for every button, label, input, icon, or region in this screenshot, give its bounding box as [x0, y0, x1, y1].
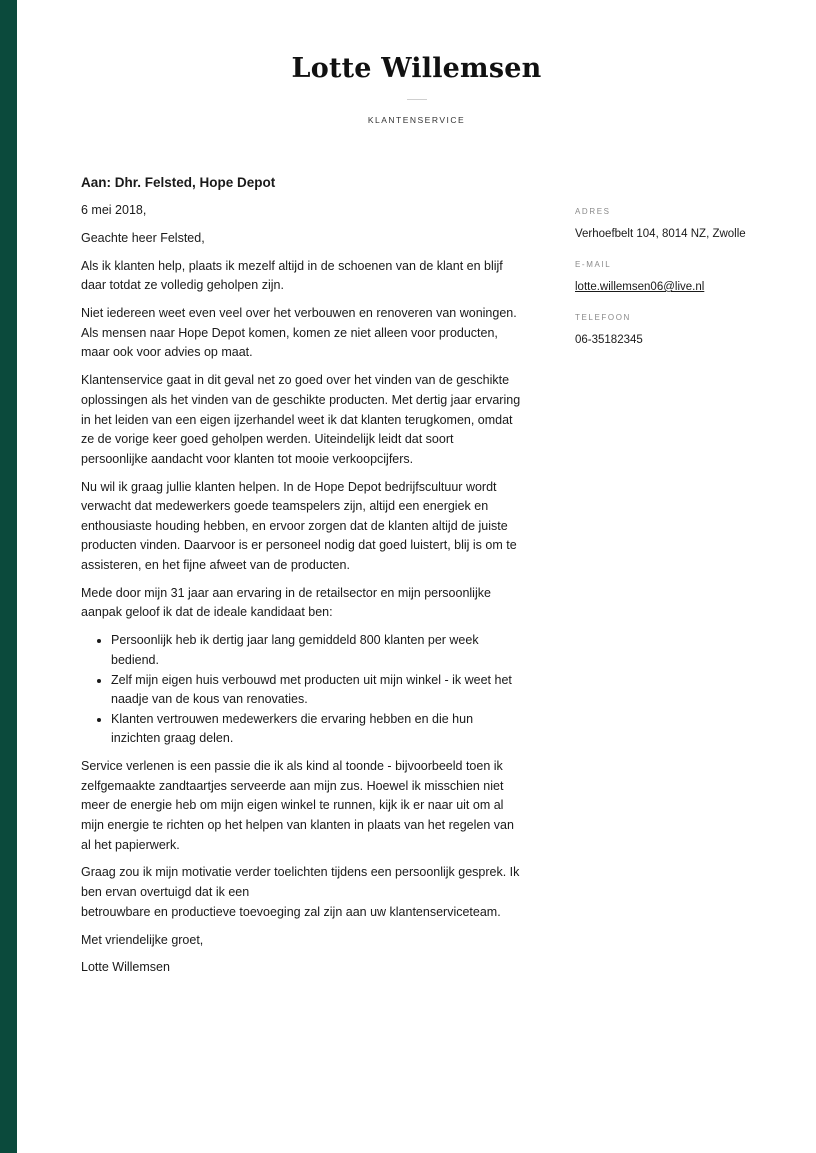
letter-date: 6 mei 2018, [81, 203, 147, 217]
accent-bar [0, 0, 17, 1153]
list-item: • Zelf mijn eigen huis verbouwd met producten uit mijn winkel - ik weet het naadje van de kous van renovaties. [111, 671, 521, 710]
name-divider [407, 99, 427, 100]
phone-value: 06-35182345 [575, 334, 643, 346]
paragraph: Nu wil ik graag jullie klanten helpen. In de Hope Depot bedrijfscultuur wordt verwacht dat medewerkers goede teamspelers zijn, altijd een energiek en enthousiaste houding hebben, en ervoor zorgen dat de klanten altijd de juiste producten vinden. Daarvoor is er personeel nodig dat goed luistert, blij is om te assisteren, en het fijne afweet van de producten. [81, 479, 517, 572]
signature: Lotte Willemsen [81, 960, 170, 975]
paragraph [81, 863, 521, 922]
list-item: • Klanten vertrouwen medewerkers die ervaring hebben en die hun inzichten graag delen. [111, 710, 521, 749]
contact-sidebar [575, 206, 795, 365]
email-link[interactable]: lotte.willemsen06@live.nl [575, 281, 705, 293]
applicant-name: Lotte Willemsen [291, 53, 542, 84]
paragraph: Als ik klanten help, plaats ik mezelf altijd in de schoenen van de klant en blijf daar totdat ze volledig geholpen zijn. [81, 258, 503, 293]
header [17, 52, 816, 126]
job-title: KLANTENSERVICE [367, 115, 466, 125]
paragraph: Mede door mijn 31 jaar aan ervaring in de retailsector en mijn persoonlijke aanpak geloof ik dat de ideale kandidaat ben: [81, 585, 491, 620]
paragraph-text: Graag zou ik mijn motivatie verder toelichten tijdens een persoonlijk gesprek. Ik ben ervan overtuigd dat ik een [81, 865, 520, 900]
paragraph: Service verlenen is een passie die ik als kind al toonde - bijvoorbeeld toen ik zelfgemaakte zandtaartjes serveerde aan mijn zus. Hoewel ik misschien niet meer de energie heb om mijn eigen winkel te runnen, kijk ik er naar uit om al mijn energie te richten op het helpen van klanten in plaats van het regelen van al het papierwerk. [81, 759, 514, 852]
qualifications-list [81, 631, 521, 749]
paragraph: Klantenservice gaat in dit geval net zo goed over het vinden van de geschikte oplossingen als het vinden van de geschikte producten. Met dertig jaar ervaring in het leiden van een eigen ijzerhandel weet ik dat klanten terugkomen, omdat ze de vorige keer goed geholpen werden. Uiteindelijk leidt dat soort persoonlijke aandacht voor klanten tot mooie verkoopcijfers. [81, 373, 521, 466]
phone-label: TELEFOON [575, 313, 631, 322]
paragraph: Niet iedereen weet even veel over het verbouwen en renoveren van woningen. Als mensen naar Hope Depot komen, komen ze niet alleen voor producten, maar ook voor advies op maat. [81, 306, 517, 360]
salutation: Geachte heer Felsted, [81, 230, 205, 245]
recipient: Aan: Dhr. Felsted, Hope Depot [81, 175, 276, 190]
address-value: Verhoefbelt 104, 8014 NZ, Zwolle [575, 228, 746, 240]
sign-off: Met vriendelijke groet, [81, 932, 204, 947]
list-item: • Persoonlijk heb ik dertig jaar lang gemiddeld 800 klanten per week bediend. [111, 631, 521, 670]
email-label: E-MAIL [575, 260, 612, 269]
letter-body [81, 173, 521, 986]
address-label: ADRES [575, 207, 611, 216]
paragraph-continuation: betrouwbare en productieve toevoeging zal zijn aan uw klantenserviceteam. [81, 904, 501, 919]
